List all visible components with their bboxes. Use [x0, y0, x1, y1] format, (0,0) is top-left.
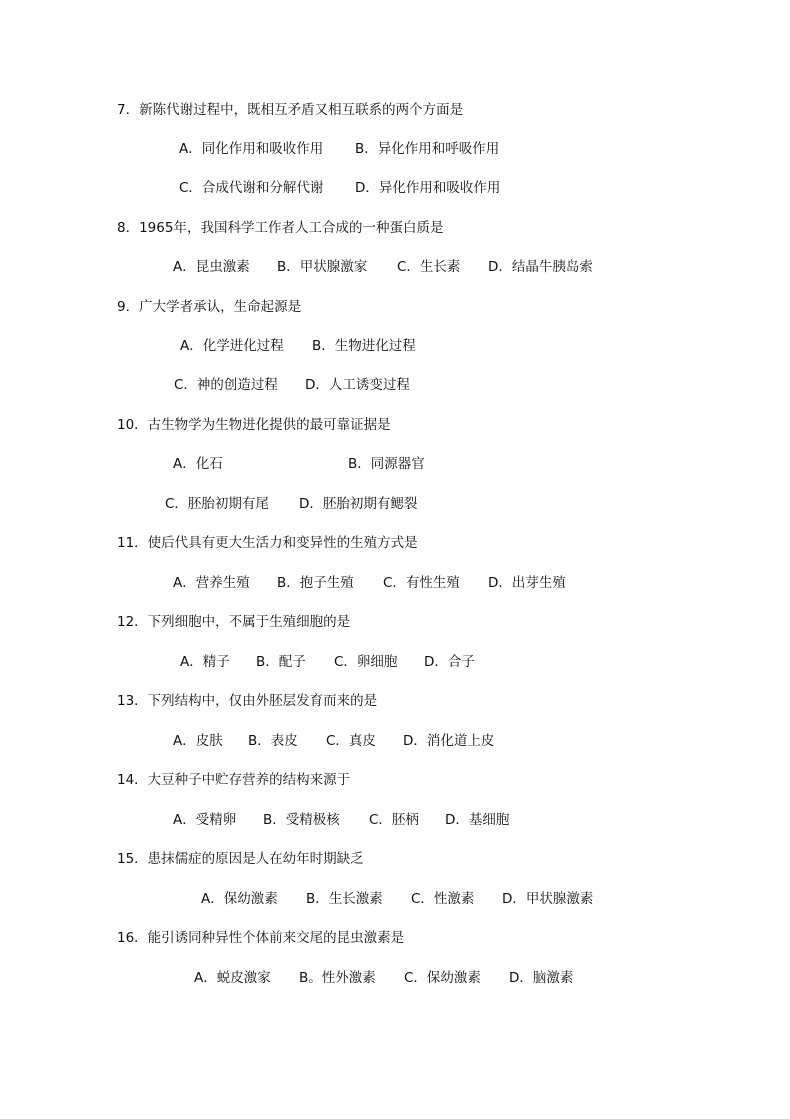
question-15-option-c: C．性激素: [411, 891, 475, 907]
question-12-option-b: B．配子: [256, 654, 306, 670]
question-7-option-d: D．异化作用和吸收作用: [355, 180, 501, 196]
question-12-option-d: D．合子: [424, 654, 475, 670]
question-12-option-a: A．精子: [180, 654, 230, 670]
question-11-option-b: B．抱子生殖: [277, 575, 354, 591]
question-9-option-b: B．生物进化过程: [312, 338, 416, 354]
question-7-option-c: C．合成代谢和分解代谢: [179, 180, 324, 196]
question-7-option-a: A．同化作用和吸收作用: [179, 141, 324, 157]
question-13-option-a: A．皮肤: [173, 733, 223, 749]
question-16-option-b: B。性外激素: [299, 970, 376, 986]
question-13-option-b: B．表皮: [248, 733, 298, 749]
question-8-option-b: B．甲状腺激家: [277, 259, 368, 275]
question-15-stem: 15．患抹儒症的原因是人在幼年时期缺乏: [117, 851, 364, 867]
question-14-option-a: A．受精卵: [173, 812, 237, 828]
question-14-option-d: D．基细胞: [445, 812, 510, 828]
question-7-stem: 7．新陈代谢过程中，既相互矛盾又相互联系的两个方面是: [117, 102, 464, 118]
question-12-option-c: C．卵细胞: [334, 654, 398, 670]
question-14-option-c: C．胚柄: [369, 812, 419, 828]
question-8-option-d: D．结晶牛胰岛索: [488, 259, 593, 275]
question-10-option-d: D．胚胎初期有鳃裂: [299, 496, 418, 512]
question-16-option-a: A．蜕皮激家: [194, 970, 271, 986]
question-8-stem: 8．1965年，我国科学工作者人工合成的一种蛋白质是: [117, 220, 444, 236]
question-11-option-c: C．有性生殖: [383, 575, 460, 591]
question-9-option-d: D．人工诱变过程: [305, 377, 410, 393]
question-14-option-b: B．受精极核: [263, 812, 340, 828]
question-16-stem: 16．能引诱同种异性个体前来交尾的昆虫激素是: [117, 930, 405, 946]
question-9-option-c: C．神的创造过程: [174, 377, 278, 393]
question-7-option-b: B．异化作用和呼吸作用: [355, 141, 500, 157]
question-8-option-c: C．生长素: [397, 259, 461, 275]
question-15-option-b: B．生长激素: [306, 891, 383, 907]
question-13-stem: 13．下列结构中，仅由外胚层发育而来的是: [117, 693, 378, 709]
question-11-option-d: D．出芽生殖: [488, 575, 566, 591]
question-10-option-a: A．化石: [173, 456, 223, 472]
question-10-option-b: B．同源器官: [348, 456, 425, 472]
question-13-option-c: C．真皮: [326, 733, 376, 749]
question-11-stem: 11．使后代具有更大生活力和变异性的生殖方式是: [117, 535, 418, 551]
question-15-option-d: D．甲状腺激素: [502, 891, 594, 907]
question-16-option-d: D．脑激素: [509, 970, 574, 986]
question-10-stem: 10．古生物学为生物进化提供的最可靠证据是: [117, 417, 391, 433]
question-14-stem: 14．大豆种子中贮存营养的结构来源于: [117, 772, 351, 788]
question-15-option-a: A．保幼激素: [201, 891, 278, 907]
question-12-stem: 12．下列细胞中，不属于生殖细胞的是: [117, 614, 351, 630]
question-13-option-d: D．消化道上皮: [403, 733, 495, 749]
question-8-option-a: A．昆虫激素: [173, 259, 250, 275]
question-16-option-c: C．保幼激素: [404, 970, 481, 986]
question-10-option-c: C．胚胎初期有尾: [165, 496, 269, 512]
question-9-option-a: A．化学进化过程: [180, 338, 284, 354]
question-11-option-a: A．营养生殖: [173, 575, 250, 591]
question-9-stem: 9．广大学者承认，生命起源是: [117, 299, 302, 315]
